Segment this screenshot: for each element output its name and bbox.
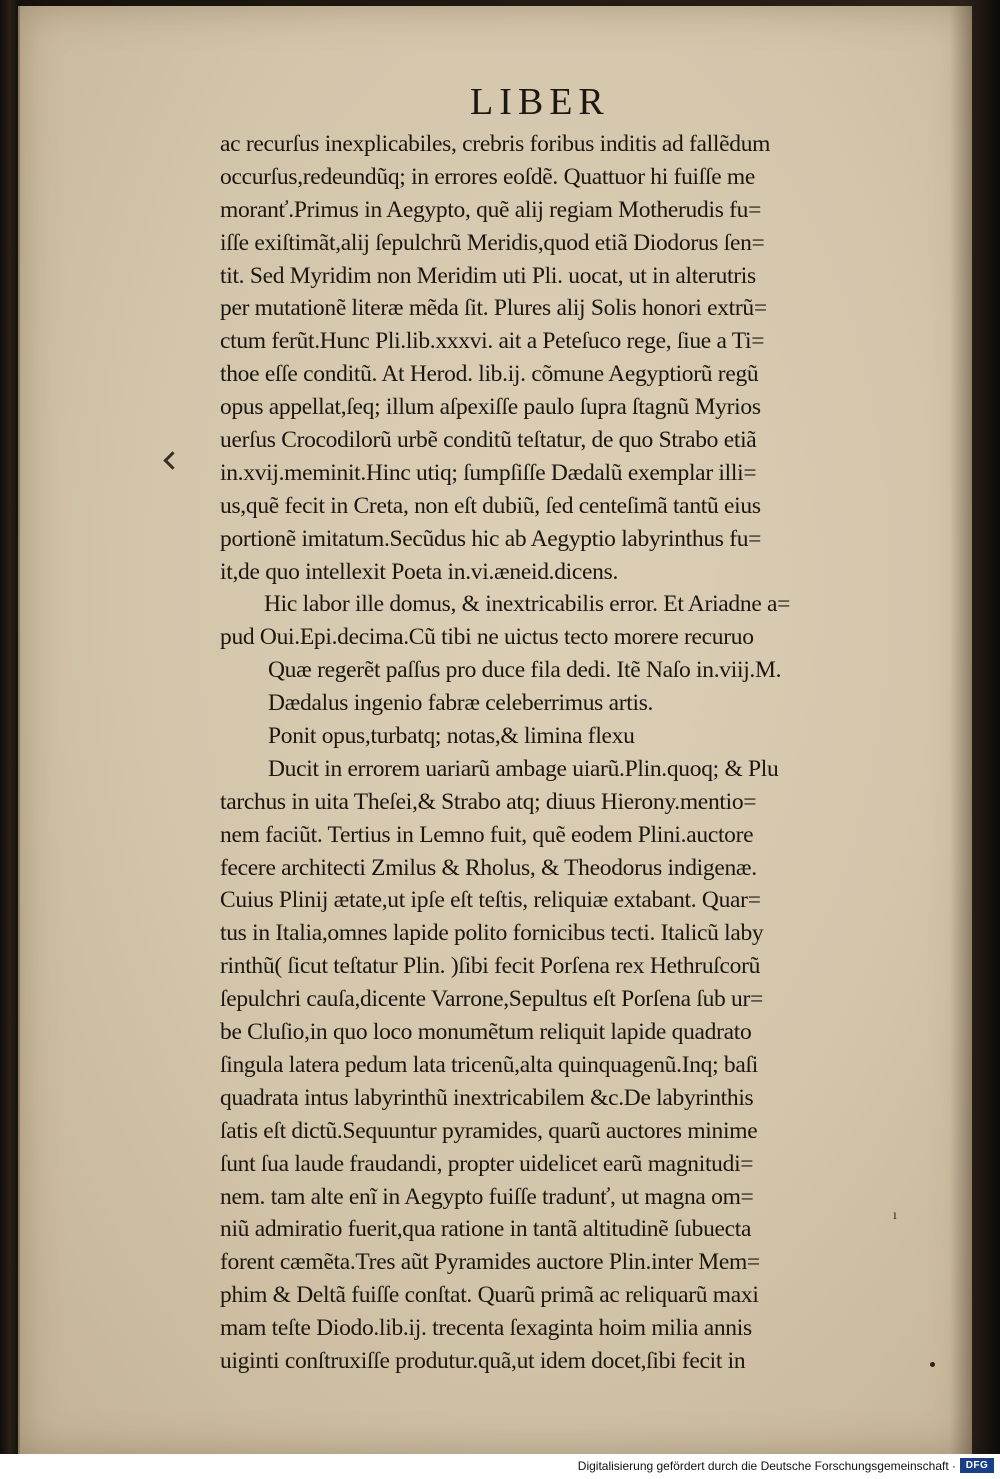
digitization-footer xyxy=(0,1454,1000,1479)
text-line: tus in Italia,omnes lapide polito fornicibus tecti. Italicũ laby xyxy=(220,920,764,947)
text-line: mam teſte Diodo.lib.ij. trecenta ſexaginta hoim milia annis xyxy=(220,1315,752,1342)
page-mark: ı xyxy=(893,1208,897,1223)
verse-line: Quæ regerẽt paſſus pro duce fila dedi. Itẽ Naſo in.viij.M. xyxy=(268,657,782,684)
running-head: LIBER xyxy=(470,81,610,123)
text-line: phim & Deltã fuiſſe conſtat. Quarũ primã ac reliquarũ maxi xyxy=(220,1282,759,1309)
text-line: opus appellat,ſeq; illum aſpexiſſe paulo ſupra ſtagnũ Myrios xyxy=(220,394,761,421)
text-line: niũ admiratio fuerit,qua ratione in tantã altitudinẽ ſubuecta xyxy=(220,1216,752,1243)
text-line: forent cæmẽta.Tres aũt Pyramides auctore Plin.inter Mem= xyxy=(220,1249,760,1276)
text-line: rinthũ( ſicut teſtatur Plin. )ſibi fecit Porſena rex Hethruſcorũ xyxy=(220,953,761,980)
text-line: be Cluſio,in quo loco monumẽtum reliquit lapide quadrato xyxy=(220,1019,752,1046)
text-line: it,de quo intellexit Poeta in.vi.æneid.dicens. xyxy=(220,558,619,585)
margin-dot xyxy=(930,1362,935,1367)
text-line: uiginti conſtruxiſſe produtur.quã,ut idem docet,ſibi fecit in xyxy=(220,1347,746,1374)
footer-credit: Digitalisierung gefördert durch die Deutsche Forschungsgemeinschaft · xyxy=(577,1459,956,1473)
text-line: ſepulchri cauſa,dicente Varrone,Sepultus eſt Porſena ſub ur= xyxy=(220,986,763,1013)
text-line: tit. Sed Myridim non Meridim uti Pli. uocat, ut in alterutris xyxy=(220,262,756,289)
text-line: ctum ferũt.Hunc Pli.lib.xxxvi. ait a Peteſuco rege, ſiue a Ti= xyxy=(220,328,765,355)
text-line: portionẽ imitatum.Secũdus hic ab Aegyptio labyrinthus fu= xyxy=(220,525,762,552)
text-line: Hic labor ille domus, & inextricabilis error. Et Ariadne a= xyxy=(264,591,791,618)
text-line: quadrata intus labyrinthũ inextricabilem &c.De labyrinthis xyxy=(220,1084,754,1111)
text-line: ſunt ſua laude fraudandi, propter uidelicet earũ magnitudi= xyxy=(220,1150,754,1177)
text-line: ſatis eſt dictũ.Sequuntur pyramides, quarũ auctores minime xyxy=(220,1117,758,1144)
verse-line: Dædalus ingenio fabræ celeberrimus artis. xyxy=(268,690,654,717)
verse-line: Ponit opus,turbatq; notas,& limina flexu xyxy=(268,723,635,750)
text-line: in.xvij.meminit.Hinc utiq; ſumpſiſſe Dædalũ exemplar illi= xyxy=(220,459,757,486)
page-edge-shadow xyxy=(950,6,972,1454)
text-line: occurſus,redeundũq; in errores eoſdẽ. Quattuor hi fuiſſe me xyxy=(220,163,756,190)
text-line: tarchus in uita Theſei,& Strabo atq; diuus Hierony.mentio= xyxy=(220,788,757,815)
text-line: per mutationẽ literæ mẽda ſit. Plures alij Solis honori extrũ= xyxy=(220,295,767,322)
text-line: ſingula latera pedum lata tricenũ,alta quinquagenũ.Inq; baſi xyxy=(220,1051,758,1078)
text-line: pud Oui.Epi.decima.Cũ tibi ne uictus tecto morere recuruo xyxy=(220,624,754,651)
text-line: nem faciũt. Tertius in Lemno fuit, quẽ eodem Plini.auctore xyxy=(220,821,754,848)
verse-line: Ducit in errorem uariarũ ambage uiarũ.Plin.quoq; & Plu xyxy=(268,755,779,782)
text-line: thoe eſſe conditũ. At Herod. lib.ij. cõmune Aegyptiorũ regũ xyxy=(220,361,759,388)
text-line: moranť.Primus in Aegypto, quẽ alij regiam Motherudis fu= xyxy=(220,196,762,223)
text-line: ac recurſus inexplicabiles, crebris foribus inditis ad fallẽdum xyxy=(220,131,771,157)
text-line: Cuius Plinij ætate,ut ipſe eſt teſtis, reliquiæ extabant. Quar= xyxy=(220,887,761,914)
text-line: fecere architecti Zmilus & Rholus, & Theodorus indigenæ. xyxy=(220,854,757,881)
text-line: nem. tam alte enĩ in Aegypto fuiſſe tradunť, ut magna om= xyxy=(220,1183,754,1210)
text-block xyxy=(220,128,910,1378)
dfg-logo[interactable]: DFG xyxy=(960,1458,994,1473)
text-line: us,quẽ fecit in Creta, non eſt dubiũ, ſed centeſimã tantũ eius xyxy=(220,492,761,519)
text-line: uerſus Crocodilorũ urbẽ conditũ teſtatur, de quo Strabo etiã xyxy=(220,427,757,454)
text-line: iſſe exiſtimãt,alij ſepulchrũ Meridis,quod etiã Diodorus ſen= xyxy=(220,229,765,256)
